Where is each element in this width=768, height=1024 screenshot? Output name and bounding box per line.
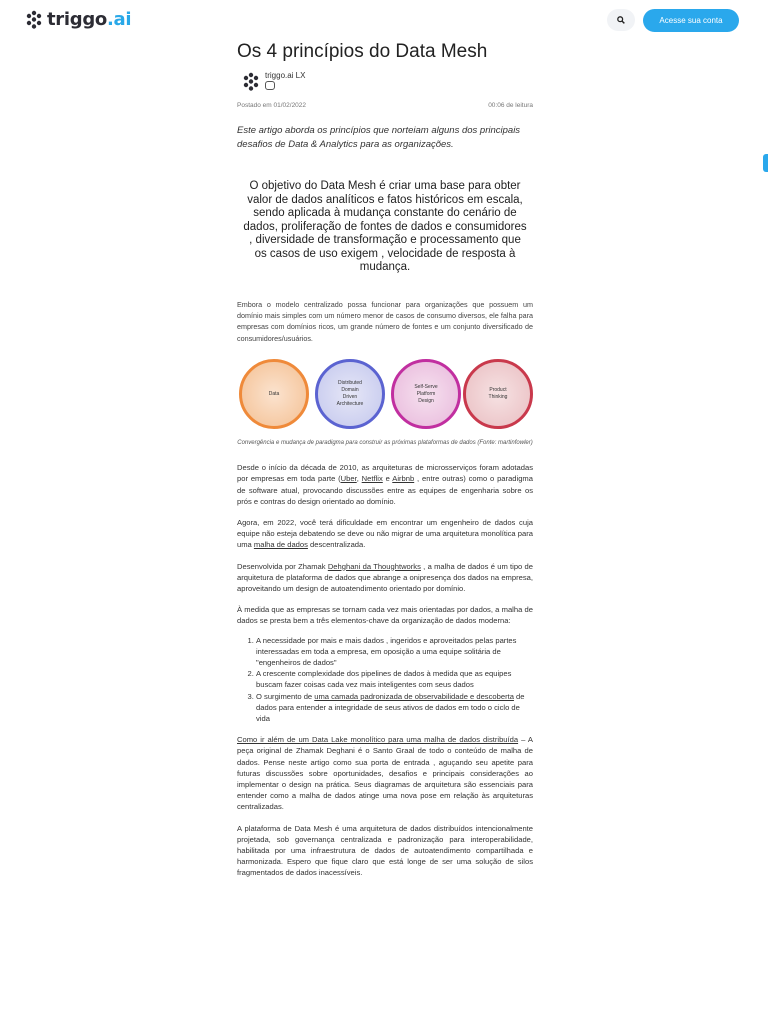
link-malha-de-dados[interactable]: malha de dados (253, 540, 308, 550)
article-intro: Este artigo aborda os princípios que norteiam alguns dos principais desafios de Data & Analytics para as organizações. (237, 125, 521, 150)
text: descentralizada. (307, 540, 366, 550)
author-avatar-icon[interactable] (241, 72, 261, 92)
post-date: Postado em 01/02/2022 (237, 102, 307, 109)
paragraph-data-driven: À medida que as empresas se tornam cada vez mais orientadas por dados, a malha de dados se presta bem a três elementos-chave da organização de dados moderna: (237, 605, 533, 626)
text: , a malha de dados é um tipo de arquitetura de plataforma de dados que abrange a onipresença dos dados na empresa, aproveitando um design de autoatendimento orientado por domínio. (237, 561, 534, 593)
article (237, 40, 533, 879)
search-button[interactable] (607, 9, 635, 31)
text: de dados para entender a integridade de seus ativos de dados em todo o ciclo de vida (256, 691, 525, 723)
circle-distributed-domain-label: Distributed Domain Driven Architecture (336, 380, 364, 408)
paragraph-zhamak (237, 561, 533, 595)
author-name[interactable]: triggo.ai LX (265, 71, 306, 80)
paragraph-beyond-data-lake (237, 734, 533, 812)
key-elements-list (237, 635, 533, 725)
triggo-logo[interactable] (24, 9, 131, 30)
logo-text: triggo (47, 9, 107, 30)
side-feedback-tab[interactable] (763, 154, 768, 172)
author-row (237, 70, 533, 102)
data-mesh-convergence-figure (237, 359, 533, 435)
text: Agora, em 2022, você terá dificuldade em encontrar um engenheiro de dados cuja equipe não esteja debatendo se deve ou não migrar de uma arquitetura monolítica para uma (237, 517, 533, 550)
logo-suffix: .ai (107, 9, 132, 30)
paragraph-2022 (237, 517, 533, 551)
circle-self-serve-platform (391, 359, 461, 429)
text: e (382, 474, 393, 484)
list-item (256, 691, 533, 725)
text: , (356, 474, 362, 484)
circle-distributed-domain (315, 359, 385, 429)
account-access-button[interactable]: Acesse sua conta (643, 9, 739, 32)
article-title: Os 4 princípios do Data Mesh (237, 41, 488, 62)
paragraph-platform-definition: A plataforma de Data Mesh é uma arquitetura de dados distribuídos intencionalmente projetada, sob governança centralizada e padronização para interoperabilidade, habilitada por uma infraestrutura de dados de autoatendimento compartilhada e harmonizada. Espero que fique claro que está longe de ser uma solução de silos fragmentados de dados inacessíveis. (237, 823, 533, 878)
circle-product-thinking (463, 359, 533, 429)
text: O surgimento de (256, 691, 315, 701)
post-meta (237, 102, 533, 114)
top-navigation-bar (0, 0, 768, 42)
circle-data-label: Data (268, 390, 280, 397)
text: – A peça original de Zhamak Deghani é o Santo Graal de todo o conteúdo de malha de dados. Pense neste artigo como sua porta de entrada , aguçando seu apetite para futuras discussões sobre oportunidades, desafios e principais considerações ao implementar o design na prática. Seus diagramas de arquitetura são essenciais para entender como a malha de dados atinge uma nova pose em relação às arquiteturas centralizadas. (237, 735, 533, 812)
circle-product-thinking-label: Product Thinking (488, 387, 508, 401)
list-item: 1. A necessidade por mais e mais dados , ingeridos e aproveitados pelas partes interessadas em toda a empresa, em oposição a uma equipe solitária de "engenheiros de dados" (256, 635, 533, 669)
search-icon (617, 16, 625, 24)
link-netflix[interactable]: Netflix (361, 474, 383, 484)
author-badge-icon (265, 81, 275, 90)
highlight-quote: O objetivo do Data Mesh é criar uma base para obter valor de dados analíticos e fatos históricos em escala, sendo aplicada à mudança constante do cenário de dados, proliferação de fontes de dados e consumidores , diversidade de transformação e processamento que os casos de uso exigem , velocidade de resposta à mudança. (243, 180, 527, 273)
link-dehghani-thoughtworks[interactable]: Dehghani da Thoughtworks (327, 561, 421, 571)
read-time: 00:06 de leitura (488, 102, 533, 109)
text: , entre outras) como o paradigma de software atual, provocando discussões entre as equipes de engenharia sobre os prós e contras do design orientado ao domínio. (237, 474, 533, 506)
text: Desde o início da década de 2010, as arquiteturas de microsserviços foram adotadas por empresas em toda parte ( (237, 463, 533, 484)
link-observability-layer[interactable]: uma camada padronizada de observabilidade e descoberta (314, 691, 514, 701)
paragraph-centralized-model: Embora o modelo centralizado possa funcionar para organizações que possuem um domínio mais simples com um número menor de casos de consumo diversos, ele falha para empresas com domínios ricos, um grande número de fontes e um conjunto diversificado de consumidores/usuários. (237, 299, 533, 343)
circle-self-serve-label: Self-Serve Platform Design (414, 383, 438, 404)
link-uber[interactable]: Uber (340, 474, 357, 484)
paragraph-microservices (237, 462, 533, 507)
text: Desenvolvida por Zhamak (237, 561, 328, 571)
link-beyond-data-lake[interactable]: Como ir além de um Data Lake monolítico para uma malha de dados distribuída (237, 735, 519, 745)
link-airbnb[interactable]: Airbnb (392, 474, 415, 484)
circle-data (239, 359, 309, 429)
hexagon-cluster-logo-icon (24, 10, 44, 30)
figure-caption: Convergência e mudança de paradigma para construir as próximas plataformas de dados (Fonte: martinfowler) (237, 440, 533, 447)
list-item: 2. A crescente complexidade dos pipelines de dados à medida que as equipes buscam fazer coisas cada vez mais inteligentes com seus dados (256, 668, 533, 690)
